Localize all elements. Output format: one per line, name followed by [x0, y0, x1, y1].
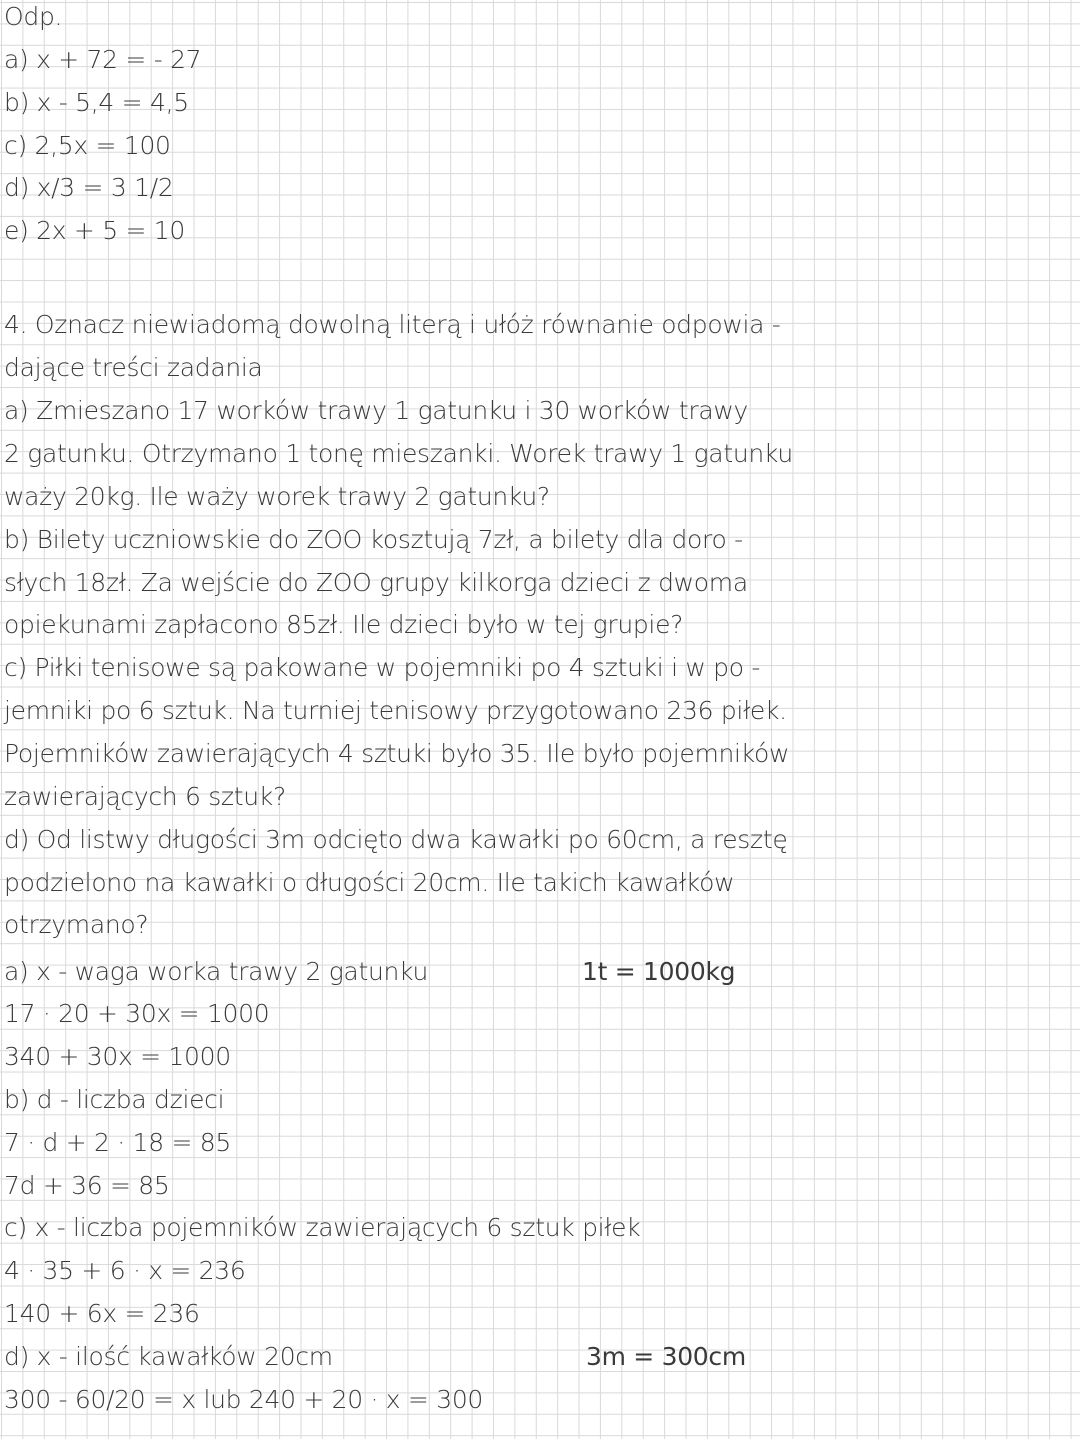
- unit-note-meter: 3m = 300cm: [586, 1342, 746, 1371]
- problem-line: 2 gatunku. Otrzymano 1 tonę mieszanki. Worek trawy 1 gatunku: [4, 439, 793, 468]
- answer-line-a: a) x + 72 = - 27: [4, 45, 202, 74]
- problem-line: podzielono na kawałki o długości 20cm. Ile takich kawałków: [4, 868, 735, 897]
- solution-line: b) d - liczba dzieci: [4, 1085, 225, 1114]
- task4-prompt-line-1: 4. Oznacz niewiadomą dowolną literą i ułóż równanie odpowia -: [4, 310, 781, 339]
- problem-line: otrzymano?: [4, 910, 149, 939]
- problem-line: słych 18zł. Za wejście do ZOO grupy kilkorga dzieci z dwoma: [4, 568, 748, 597]
- solution-line: 4 · 35 + 6 · x = 236: [4, 1256, 246, 1285]
- solution-line: a) x - waga worka trawy 2 gatunku: [4, 957, 428, 986]
- problem-line: waży 20kg. Ile waży worek trawy 2 gatunku?: [4, 482, 550, 511]
- problem-line: zawierających 6 sztuk?: [4, 782, 286, 811]
- problem-line: Pojemników zawierających 4 sztuki było 35. Ile było pojemników: [4, 739, 790, 768]
- answer-line-c: c) 2,5x = 100: [4, 131, 171, 160]
- unit-note-ton: 1t = 1000kg: [582, 957, 736, 986]
- problem-line: a) Zmieszano 17 worków trawy 1 gatunku i 30 worków trawy: [4, 396, 748, 425]
- solution-line: 340 + 30x = 1000: [4, 1042, 231, 1071]
- problem-line: d) Od listwy długości 3m odcięto dwa kawałki po 60cm, a resztę: [4, 825, 788, 854]
- solution-line: 300 - 60/20 = x lub 240 + 20 · x = 300: [4, 1385, 484, 1414]
- solution-line: 7d + 36 = 85: [4, 1171, 170, 1200]
- solution-line: 17 · 20 + 30x = 1000: [4, 999, 270, 1028]
- solution-line: 140 + 6x = 236: [4, 1299, 200, 1328]
- task4-prompt-line-2: dające treści zadania: [4, 353, 263, 382]
- answer-line-d: d) x/3 = 3 1/2: [4, 173, 174, 202]
- problem-line: b) Bilety uczniowskie do ZOO kosztują 7zł, a bilety dla doro -: [4, 525, 743, 554]
- answers-heading: Odp.: [4, 2, 63, 31]
- answer-line-e: e) 2x + 5 = 10: [4, 216, 185, 245]
- solution-line: c) x - liczba pojemników zawierających 6 sztuk piłek: [4, 1213, 641, 1242]
- problem-line: jemniki po 6 sztuk. Na turniej tenisowy przygotowano 236 piłek.: [4, 696, 787, 725]
- problem-line: opiekunami zapłacono 85zł. Ile dzieci było w tej grupie?: [4, 610, 684, 639]
- solution-line: 7 · d + 2 · 18 = 85: [4, 1128, 231, 1157]
- answer-line-b: b) x - 5,4 = 4,5: [4, 88, 189, 117]
- solution-line: d) x - ilość kawałków 20cm: [4, 1342, 333, 1371]
- problem-line: c) Piłki tenisowe są pakowane w pojemniki po 4 sztuki i w po -: [4, 653, 761, 682]
